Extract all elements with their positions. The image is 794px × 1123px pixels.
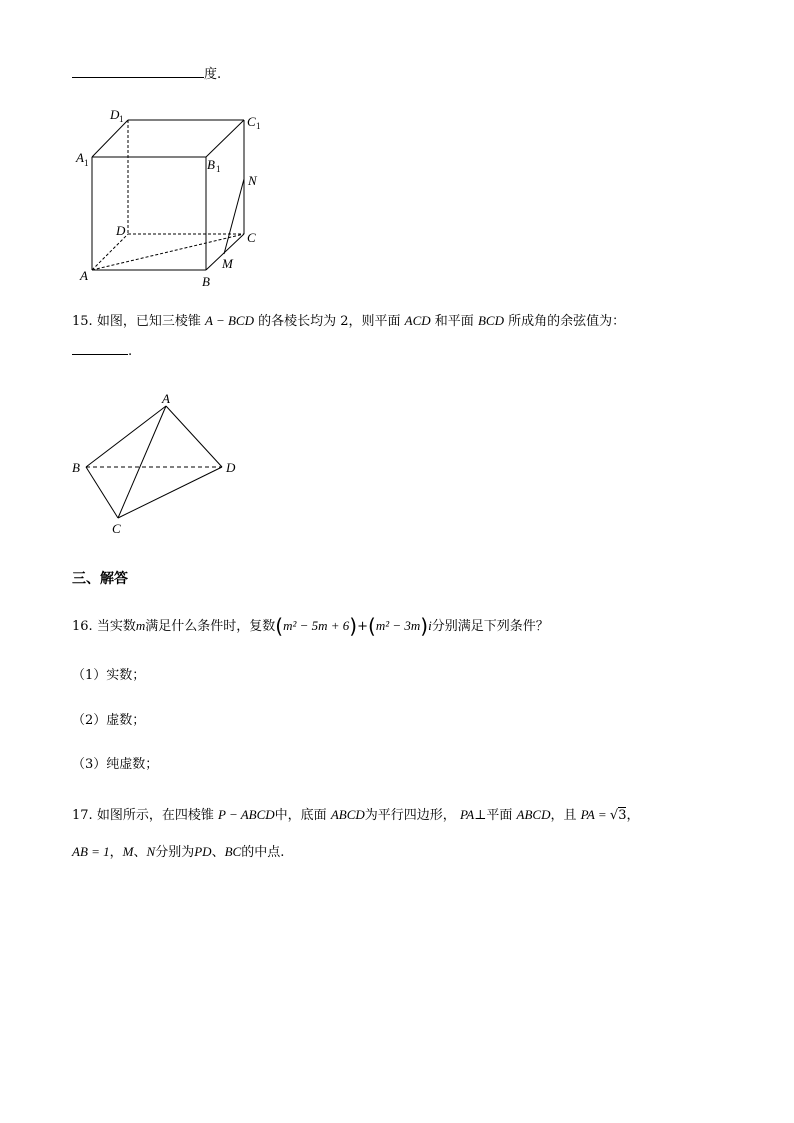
label-A: A [162,391,170,406]
cube-figure [70,104,280,294]
q17-l2-math-5: BC [224,844,242,859]
q16-text-a: 当实数 [96,619,136,634]
q15-text-b: 的各棱长均为 2，则平面 [258,314,401,329]
label-B: B [72,460,80,475]
answer-blank [72,77,204,78]
q15-math-2: ACD [404,313,431,328]
label-D: D [226,460,236,475]
q17-math-3: PA [459,807,475,822]
q17-perp: ⊥ [474,808,487,823]
q17-text-c: 为平行四边形， [364,808,456,823]
q15-line [72,312,625,331]
q17-l2-math-2: M [122,844,134,859]
q16-item-1: （1）实数； [72,668,146,683]
q17-l2-math-1: AB = 1 [72,844,110,859]
label-D1: D [110,107,120,122]
q15-end: . [128,344,133,359]
q16-expr-2: m² − 3m [375,618,421,633]
q15-math-3: BCD [477,313,504,328]
q16-line: 16. 当实数m满足什么条件时，复数(m² − 5m + 6)+(m² − 3m)i分别满足下列条件？ [72,614,549,638]
q17-l2-text-c: 分别为 [155,845,195,860]
label-B: B [202,274,210,289]
q17-l2-text-a: ， [109,845,123,860]
q15-math-1: A − BCD [204,313,254,328]
label-C1-sub: 1 [256,121,261,131]
q17-l2-math-3: N [146,844,156,859]
q17-text-a: 如图所示，在四棱锥 [96,808,214,823]
q17-text-e: ，且 [550,808,577,823]
q16-var-m: m [135,618,146,633]
answer-blank [72,354,128,355]
label-C: C [247,230,256,245]
q14-answer-line [72,66,221,84]
q17-l2-math-4: PD [194,844,212,859]
q15-answer-line [72,343,132,361]
q16-expr-1: m² − 5m + 6 [283,618,350,633]
label-B1-sub: 1 [216,164,221,174]
q16-item-2: （2）虚数； [72,713,146,728]
q17-text-f: ， [626,808,640,823]
q17-l2-text-e: 的中点. [241,845,285,860]
tetrahedron-figure [66,388,256,540]
label-C1: C [247,114,256,129]
q16-number: 16. [72,619,93,634]
q16-item-3: （3）纯虚数； [72,757,159,772]
label-N: N [248,173,257,188]
section-heading: 三、解答 [72,571,128,587]
q17-math-4: ABCD [516,807,551,822]
label-D: D [116,223,126,238]
label-A1-sub: 1 [84,158,89,168]
q15-number: 15. [72,314,93,329]
q16-text-b: 满足什么条件时，复数 [145,619,276,634]
q15-text-c: 和平面 [434,314,474,329]
q16-plus: + [357,619,368,634]
q17-math-5: PA = [580,807,610,822]
q17-l2-text-b: 、 [133,845,147,860]
q17-math-1: P − ABCD [217,807,275,822]
q17-l2-text-d: 、 [211,845,225,860]
label-A1: A [76,150,84,165]
q17-sqrt-value: 3 [618,808,627,823]
label-A: A [80,268,88,283]
q17-number: 17. [72,808,93,823]
label-M: M [222,256,233,271]
q17-line-1 [72,806,640,825]
q17-math-2: ABCD [330,807,365,822]
q15-text-a: 如图，已知三棱锥 [96,314,201,329]
label-C: C [112,521,121,536]
label-D1-sub: 1 [119,114,124,124]
label-B1: B [207,157,215,172]
q17-text-b: 中，底面 [274,808,327,823]
sqrt-sign: √ [609,808,619,823]
q17-line-2 [72,843,284,862]
q16-text-c: 分别满足下列条件？ [431,619,549,634]
q15-text-d: 所成角的余弦值为： [508,314,626,329]
q14-unit: 度. [204,67,222,82]
q17-text-d: 平面 [486,808,513,823]
q16-imag: i [428,618,432,633]
